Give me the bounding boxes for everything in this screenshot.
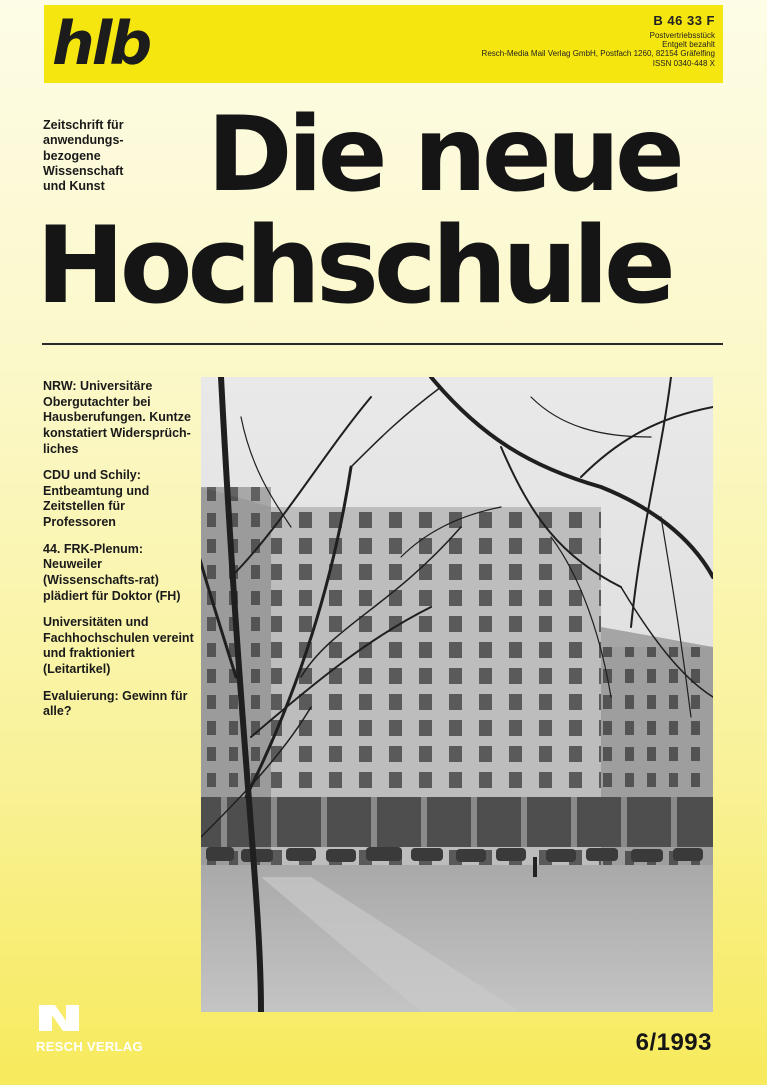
postal-code: B 46 33 F [653, 13, 715, 28]
headline-item[interactable]: Evaluierung: Gewinn für alle? [43, 688, 188, 719]
headline-item[interactable]: NRW: Universitäre Obergutachter bei Hausberufungen. Kuntze konstatiert Widersprüch-liches [43, 379, 191, 456]
postal-line: Postvertriebsstück [649, 30, 715, 40]
postal-line: ISSN 0340-448 X [652, 58, 715, 68]
title-line-1: Die neue [207, 95, 680, 215]
headline-item[interactable]: 44. FRK-Plenum: Neuweiler (Wissenschafts-rat) plädiert für Doktor (FH) [43, 541, 181, 603]
cover-photo [201, 377, 713, 1012]
tagline-line: anwendungs- [43, 133, 124, 148]
headline-item[interactable]: CDU und Schily: Entbeamtung und Zeitstellen für Professoren [43, 468, 150, 529]
tagline-line: und Kunst [43, 179, 105, 193]
tagline-line: bezogene [43, 148, 101, 163]
postal-line: Resch-Media Mail Verlag GmbH, Postfach 1260, 82154 Gräfelfing [481, 49, 715, 59]
title-line-2: Hochschule [36, 204, 671, 327]
tagline [43, 118, 203, 194]
title-divider [42, 343, 723, 345]
tagline-line: Wissenschaft [43, 163, 124, 178]
resch-verlag-logo-icon [36, 1001, 82, 1035]
postal-info [415, 14, 715, 68]
tagline-line: Zeitschrift für [43, 118, 124, 132]
university-building-photo [201, 377, 713, 1012]
publisher-name: RESCH VERLAG [36, 1039, 143, 1054]
cover-headlines [43, 379, 201, 731]
headline-item[interactable]: Universitäten und Fachhochschulen vereint und fraktioniert (Leitartikel) [43, 615, 194, 676]
magazine-logo: hlb [52, 9, 150, 79]
issue-number: 6/1993 [635, 1029, 712, 1056]
postal-line: Entgelt bezahlt [662, 40, 715, 50]
